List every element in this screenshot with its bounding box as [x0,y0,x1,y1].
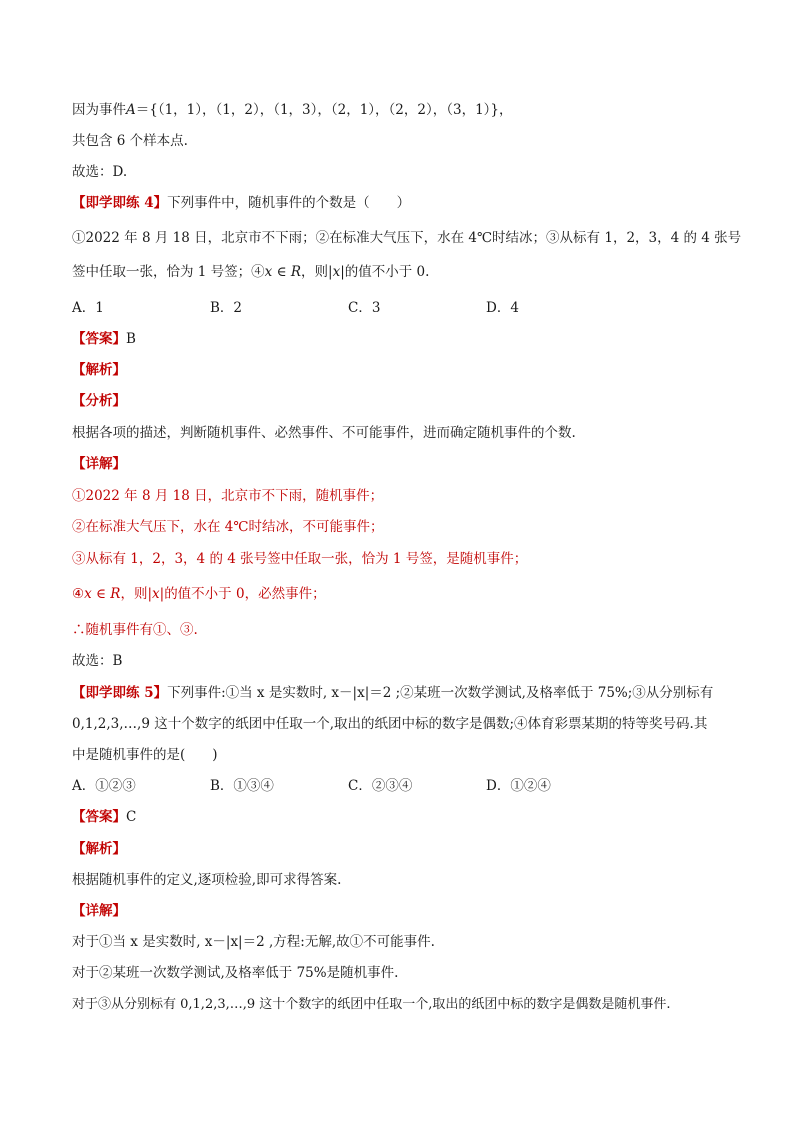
text: 签中任取一张，恰为 1 号签；④ [72,264,265,280]
question-header [72,683,734,703]
detail-line [72,584,734,604]
section-header [72,360,734,380]
jiexi-tag: 【解析】 [72,841,126,857]
option-d: D．①②④ [486,778,551,794]
answer-line [72,807,734,827]
section-header [72,391,734,411]
option-b: B．①③④ [210,778,274,794]
math-expr: x ∈ R [84,586,121,602]
math-expr: |x| [147,586,165,602]
text-line: 中是随机事件的是( ) [72,747,218,763]
math-expr: x ∈ R [264,264,302,280]
text: 因为事件 [72,102,126,118]
text-line [72,262,734,282]
text: 的值不小于 0，必然事件； [164,586,326,602]
text-line: 故选：B [72,653,123,669]
detail-line: ③从标有 1，2，3，4 的 4 张号签中任取一张，恰为 1 号签，是随机事件； [72,551,528,567]
text-line: 对于②某班一次数学测试,及格率低于 75%是随机事件. [72,965,399,981]
xiangjie-tag: 【详解】 [72,903,126,919]
answer-value: B [126,331,136,347]
text: ④ [72,586,85,602]
text-line: 故选：D. [72,164,128,180]
detail-line: ∴随机事件有①、③. [72,622,198,638]
text-line: 对于①当 x 是实数时, x－|x|＝2 ,方程:无解,故①不可能事件. [72,934,435,950]
math-expr: |x| [328,264,345,280]
text-line [72,100,734,120]
text: 的值不小于 0. [344,264,430,280]
question-tag: 【即学即练 4】 [72,195,168,211]
fenxi-tag: 【分析】 [72,393,126,409]
text: ，则 [120,586,148,602]
question-tag: 【即学即练 5】 [72,685,168,701]
jiexi-tag: 【解析】 [72,362,126,378]
question-text: 下列事件:①当 x 是实数时, x－|x|＝2 ;②某班一次数学测试,及格率低于 75%;③从分别标有 [167,685,714,701]
text-line: 根据随机事件的定义,逐项检验,即可求得答案. [72,872,342,888]
section-header [72,901,734,921]
xiangjie-tag: 【详解】 [72,456,126,472]
answer-tag: 【答案】 [72,809,126,825]
option-a: A．1 [72,300,104,316]
detail-line: ①2022 年 8 月 18 日，北京市不下雨，随机事件； [72,488,384,504]
question-header [72,193,734,213]
text: ＝{（1，1），（1，2），（1，3），（2，1），（2，2），（3，1）}， [135,102,513,118]
text-line: ①2022 年 8 月 18 日，北京市不下雨；②在标准大气压下，水在 4℃时结冰；③从标有 1，2，3，4 的 4 张号 [72,230,742,246]
section-header [72,839,734,859]
option-d: D．4 [486,300,519,316]
text-line: 根据各项的描述，判断随机事件、必然事件、不可能事件，进而确定随机事件的个数. [72,425,576,441]
text-line: 对于③从分别标有 0,1,2,3,…,9 这十个数字的纸团中任取一个,取出的纸团中标的数字是偶数是随机事件. [72,997,671,1012]
option-c: C．②③④ [348,778,413,794]
text-line: 共包含 6 个样本点. [72,133,188,149]
option-c: C．3 [348,300,381,316]
answer-line [72,329,734,349]
text-line: 0,1,2,3,…,9 这十个数字的纸团中任取一个,取出的纸团中标的数字是偶数;④体育彩票某期的特等奖号码.其 [72,716,708,732]
detail-line: ②在标准大气压下，水在 4℃时结冰，不可能事件； [72,519,384,535]
math-symbol: A [126,102,136,118]
option-a: A．①②③ [72,778,136,794]
answer-tag: 【答案】 [72,331,126,347]
question-text: 下列事件中，随机事件的个数是（ ） [167,195,411,211]
answer-value: C [126,809,137,825]
option-b: B．2 [210,300,243,316]
section-header [72,454,734,474]
text: ，则 [301,264,329,280]
